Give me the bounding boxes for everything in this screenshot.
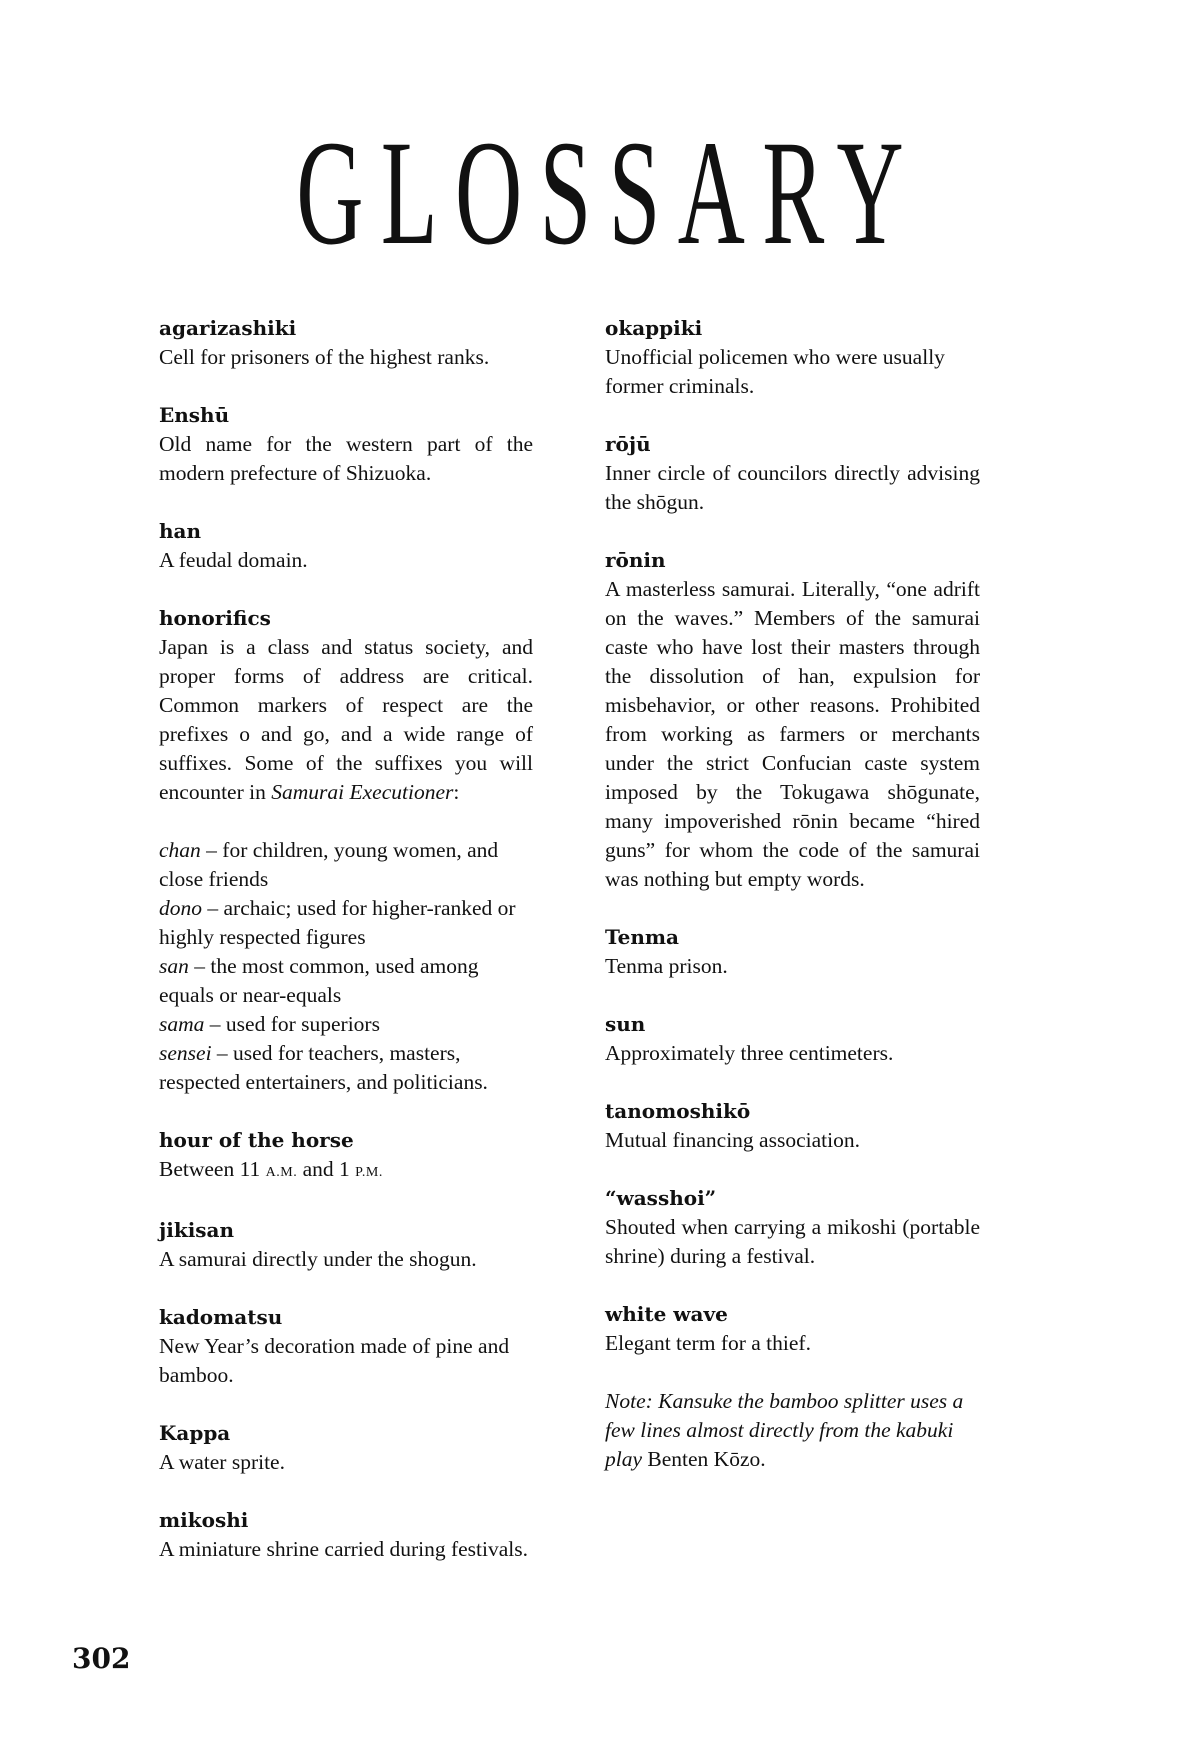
page-title: GLOSSARY bbox=[296, 110, 922, 276]
page-number: 302 bbox=[72, 1642, 131, 1675]
suffix-term: sensei bbox=[159, 1041, 212, 1065]
suffix-term: san bbox=[159, 954, 189, 978]
suffix-definition: – the most common, used among equals or near-equals bbox=[159, 954, 479, 1007]
entry-definition: Old name for the western part of the modern prefecture of Shizuoka. bbox=[159, 432, 533, 485]
entry-definition: A feudal domain. bbox=[159, 548, 308, 572]
entry-definition: Approximately three centimeters. bbox=[605, 1041, 894, 1065]
entry-term: tanomoshikō bbox=[605, 1099, 751, 1123]
entry-definition: Mutual financing association. bbox=[605, 1128, 860, 1152]
glossary-entry bbox=[159, 1506, 533, 1564]
entry-term: white wave bbox=[605, 1302, 728, 1326]
entry-definition: Unofficial policemen who were usually former criminals. bbox=[605, 345, 945, 398]
entry-definition: Shouted when carrying a mikoshi (portable shrine) during a festival. bbox=[605, 1215, 980, 1268]
glossary-entry bbox=[605, 546, 980, 894]
glossary-note bbox=[605, 1387, 980, 1474]
glossary-entry bbox=[605, 1010, 980, 1068]
entry-term: jikisan bbox=[159, 1218, 235, 1242]
glossary-entry bbox=[159, 517, 533, 575]
glossary-column-left bbox=[159, 314, 533, 1593]
entry-term: hour of the horse bbox=[159, 1128, 354, 1152]
suffix-term: dono bbox=[159, 896, 202, 920]
entry-definition: Cell for prisoners of the highest ranks. bbox=[159, 345, 490, 369]
time-pm: P.M. bbox=[355, 1165, 383, 1180]
entry-term: okappiki bbox=[605, 316, 703, 340]
glossary-entry bbox=[159, 401, 533, 488]
entry-term: han bbox=[159, 519, 202, 543]
play-title: Benten Kōzo. bbox=[647, 1447, 766, 1471]
suffix-definition: – used for teachers, masters, respected entertainers, and politicians. bbox=[159, 1041, 488, 1094]
entry-definition: Tenma prison. bbox=[605, 954, 728, 978]
definition-text: : bbox=[453, 780, 460, 804]
entry-definition bbox=[159, 1155, 533, 1187]
entry-term: honorifics bbox=[159, 606, 271, 630]
suffix-item bbox=[159, 952, 533, 1010]
glossary-column-right bbox=[605, 314, 980, 1474]
glossary-entry bbox=[159, 1126, 533, 1187]
glossary-entry bbox=[159, 604, 533, 1097]
entry-term: mikoshi bbox=[159, 1508, 249, 1532]
entry-term: agarizashiki bbox=[159, 316, 297, 340]
note-text: Note: Kansuke the bamboo splitter uses a few lines almost directly from the kabuki play bbox=[605, 1389, 964, 1471]
entry-term: rōjū bbox=[605, 432, 651, 456]
entry-term: kadomatsu bbox=[159, 1305, 283, 1329]
entry-definition: A samurai directly under the shogun. bbox=[159, 1247, 477, 1271]
suffix-definition: – archaic; used for higher-ranked or highly respected figures bbox=[159, 896, 516, 949]
entry-term: Tenma bbox=[605, 925, 679, 949]
glossary-entry bbox=[159, 1303, 533, 1390]
entry-definition: A masterless samurai. Literally, “one adrift on the waves.” Members of the samurai caste who have lost their masters through the dissolution of han, expulsion for misbehavior, or other reasons. Prohibited from working as farmers or merchants under the strict Confucian caste system imposed by the Tokugawa shōgunate, many impoverished rōnin became “hired guns” for whom the code of the samurai was nothing but empty words. bbox=[605, 577, 980, 891]
time-am: A.M. bbox=[265, 1165, 298, 1180]
glossary-entry bbox=[605, 314, 980, 401]
definition-text: Between 11 bbox=[159, 1157, 266, 1181]
suffix-definition: – for children, young women, and close friends bbox=[159, 838, 499, 891]
entry-definition bbox=[159, 633, 533, 807]
entry-definition: A water sprite. bbox=[159, 1450, 285, 1474]
suffix-term: sama bbox=[159, 1012, 205, 1036]
glossary-entry bbox=[159, 1216, 533, 1274]
entry-definition: Elegant term for a thief. bbox=[605, 1331, 811, 1355]
glossary-entry bbox=[605, 1097, 980, 1155]
glossary-entry bbox=[605, 1184, 980, 1271]
entry-term: “wasshoi” bbox=[605, 1186, 717, 1210]
entry-term: Kappa bbox=[159, 1421, 231, 1445]
suffix-item bbox=[159, 836, 533, 894]
suffix-item bbox=[159, 1039, 533, 1097]
suffix-term: chan bbox=[159, 838, 201, 862]
glossary-entry bbox=[605, 923, 980, 981]
entry-definition: Inner circle of councilors directly advising the shōgun. bbox=[605, 461, 980, 514]
entry-definition: A miniature shrine carried during festivals. bbox=[159, 1537, 528, 1561]
definition-text: Japan is a class and status society, and proper forms of address are critical. Common markers of respect are the prefixes o and go, and a wide range of suffixes. Some of the suffixes you will encounter in bbox=[159, 635, 533, 804]
entry-term: rōnin bbox=[605, 548, 666, 572]
suffix-definition: – used for superiors bbox=[204, 1012, 380, 1036]
book-title: Samurai Executioner bbox=[271, 780, 454, 804]
entry-term: Enshū bbox=[159, 403, 230, 427]
definition-text: and 1 bbox=[297, 1157, 356, 1181]
glossary-entry bbox=[159, 1419, 533, 1477]
suffix-item bbox=[159, 894, 533, 952]
suffix-item bbox=[159, 1010, 533, 1039]
glossary-entry bbox=[605, 430, 980, 517]
glossary-entry bbox=[159, 314, 533, 372]
glossary-entry bbox=[605, 1300, 980, 1358]
entry-definition: New Year’s decoration made of pine and bamboo. bbox=[159, 1334, 510, 1387]
entry-term: sun bbox=[605, 1012, 646, 1036]
